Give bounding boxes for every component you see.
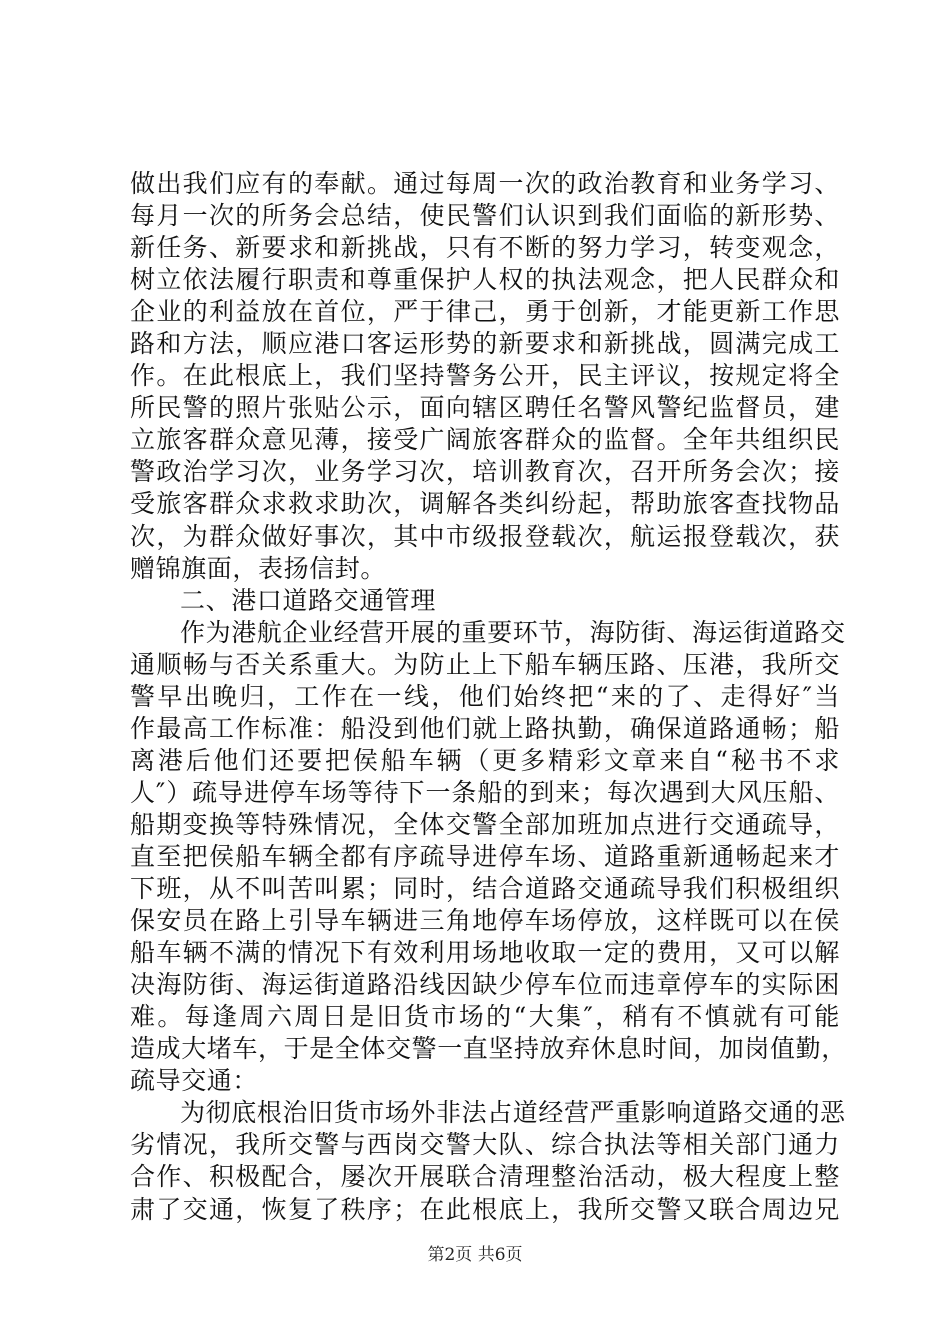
text-line: 造成大堵车，于是全体交警一直坚持放弃休息时间，加岗值勤，: [130, 1034, 847, 1064]
text-line: 作为港航企业经营开展的重要环节，海防街、海运街道路交: [180, 617, 846, 647]
text-line: 疏导交通：: [130, 1066, 259, 1096]
text-line: 难。每逢周六周日是旧货市场的“大集″，稍有不慎就有可能: [130, 1002, 840, 1032]
text-line: 作。在此根底上，我们坚持警务公开，民主评议，按规定将全: [130, 361, 840, 391]
text-line: 直至把侯船车辆全都有序疏导进停车场、道路重新通畅起来才: [130, 841, 840, 871]
text-line: 受旅客群众求救求助次，调解各类纠纷起，帮助旅客查找物品: [130, 489, 840, 519]
text-line: 作最高工作标准：船没到他们就上路执勤，确保道路通畅；船: [130, 713, 840, 743]
text-line: 劣情况，我所交警与西岗交警大队、综合执法等相关部门通力: [130, 1130, 840, 1160]
text-line: 新任务、新要求和新挑战，只有不断的努力学习，转变观念，: [130, 233, 840, 263]
text-line: 每月一次的所务会总结，使民警们认识到我们面临的新形势、: [130, 201, 840, 231]
text-line: 保安员在路上引导车辆进三角地停车场停放，这样既可以在侯: [130, 906, 840, 936]
text-line: 警早出晚归，工作在一线，他们始终把“来的了、走得好″当: [130, 681, 840, 711]
text-line: 次，为群众做好事次，其中市级报登载次，航运报登载次，获: [130, 521, 840, 551]
text-line: 路和方法，顺应港口客运形势的新要求和新挑战，圆满完成工: [130, 329, 840, 359]
body-text: [130, 168, 847, 1226]
text-line: 树立依法履行职责和尊重保护人权的执法观念，把人民群众和: [130, 265, 840, 295]
page-number-footer: 第2页 共6页: [427, 1245, 523, 1265]
text-line: 船车辆不满的情况下有效利用场地收取一定的费用，又可以解: [130, 938, 840, 968]
text-line: 为彻底根治旧货市场外非法占道经营严重影响道路交通的恶: [180, 1098, 846, 1128]
text-line: 做出我们应有的奉献。通过每周一次的政治教育和业务学习、: [130, 169, 840, 198]
text-line: 船期变换等特殊情况，全体交警全部加班加点进行交通疏导，: [130, 809, 840, 839]
text-line: 人″）疏导进停车场等待下一条船的到来；每次遇到大风压船、: [130, 777, 840, 807]
text-line: 立旅客群众意见薄，接受广阔旅客群众的监督。全年共组织民: [130, 425, 840, 455]
text-line: 企业的利益放在首位，严于律己，勇于创新，才能更新工作思: [130, 297, 840, 327]
text-line: 赠锦旗面，表扬信封。: [130, 553, 387, 583]
text-line: 肃了交通，恢复了秩序；在此根底上，我所交警又联合周边兄: [130, 1194, 840, 1224]
text-line: 合作、积极配合，屡次开展联合清理整治活动，极大程度上整: [130, 1162, 840, 1192]
text-line: 离港后他们还要把侯船车辆（更多精彩文章来自“秘书不求: [130, 745, 840, 775]
text-line: 下班，从不叫苦叫累；同时，结合道路交通疏导我们积极组织: [130, 874, 840, 904]
text-line: 警政治学习次，业务学习次，培训教育次，召开所务会次；接: [130, 457, 840, 487]
text-line: 决海防街、海运街道路沿线因缺少停车位而违章停车的实际困: [130, 970, 840, 1000]
text-line: 通顺畅与否关系重大。为防止上下船车辆压路、压港，我所交: [130, 649, 840, 679]
section-heading: 二、港口道路交通管理: [180, 585, 437, 615]
text-line: 所民警的照片张贴公示，面向辖区聘任名警风警纪监督员，建: [130, 393, 840, 423]
